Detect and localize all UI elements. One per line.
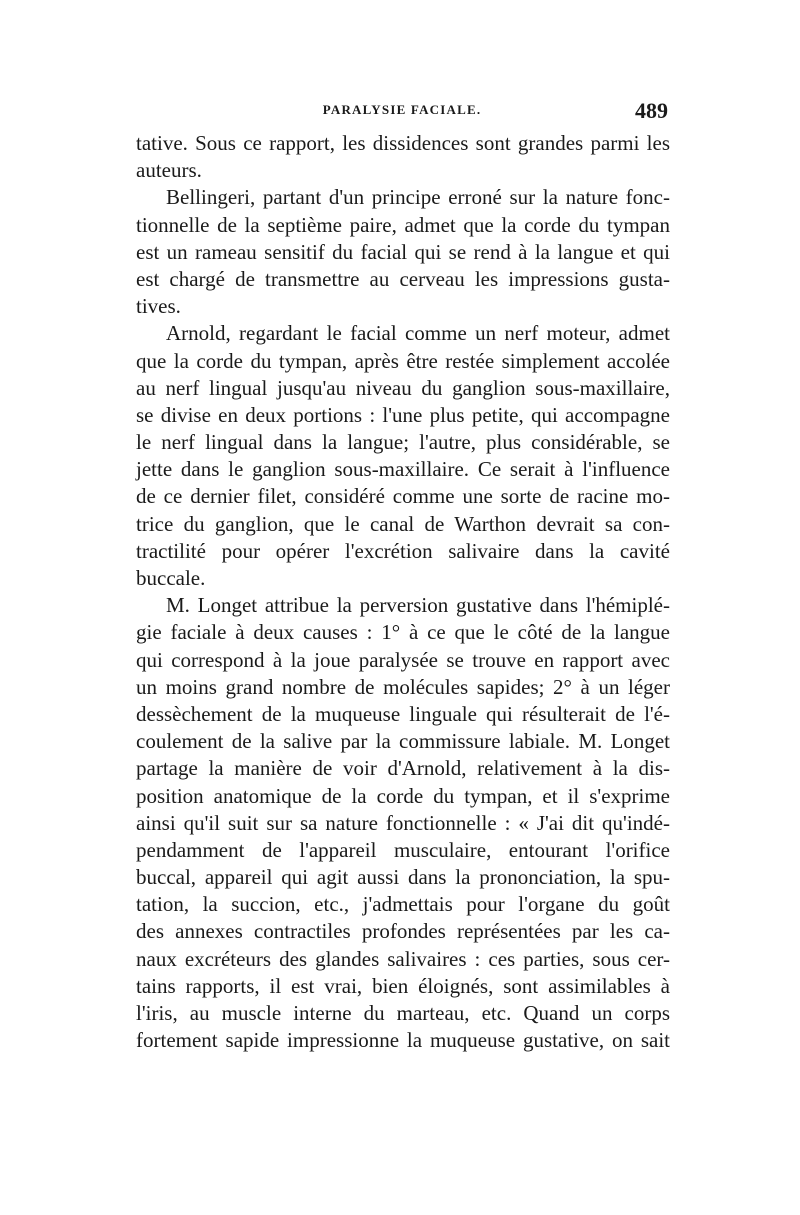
text-line: fortement sapide impressionne la muqueuse gustative, on sait (136, 1028, 670, 1053)
text-line: position anatomique de la corde du tympan, et il s'exprime (136, 783, 670, 808)
text-line: Arnold, regardant le facial comme un nerf moteur, admet (166, 321, 670, 346)
text-line: des annexes contractiles profondes représentées par les ca- (136, 919, 670, 944)
text-line: trice du ganglion, que le canal de Warthon devrait sa con- (136, 511, 670, 536)
text-line: gie faciale à deux causes : 1° à ce que le côté de la langue (136, 620, 670, 645)
text-line: le nerf lingual dans la langue; l'autre, plus considérable, se (136, 430, 670, 455)
text-line: ainsi qu'il suit sur sa nature fonctionnelle : « J'ai dit qu'indé- (136, 810, 670, 835)
body-text (136, 130, 670, 1054)
text-line: tative. Sous ce rapport, les dissidences sont grandes parmi les (136, 131, 670, 155)
text-line: Bellingeri, partant d'un principe erroné sur la nature fonc- (166, 185, 670, 210)
text-line: naux excréteurs des glandes salivaires : ces parties, sous cer- (136, 946, 670, 971)
text-line: coulement de la salive par la commissure labiale. M. Longet (136, 729, 670, 754)
text-line: est un rameau sensitif du facial qui se rend à la langue et qui (136, 239, 670, 264)
text-line: l'iris, au muscle interne du marteau, etc. Quand un corps (136, 1001, 670, 1025)
running-title: PARALYSIE FACIALE. (322, 102, 482, 117)
text-line: partage la manière de voir d'Arnold, relativement à la dis- (136, 756, 670, 781)
text-line: est chargé de transmettre au cerveau les impressions gusta- (136, 266, 670, 291)
page-header (136, 98, 668, 128)
text-line: qui correspond à la joue paralysée se trouve en rapport avec (136, 647, 670, 672)
text-line: tains rapports, il est vrai, bien éloignés, sont assimilables à (136, 973, 670, 998)
text-line: jette dans le ganglion sous-maxillaire. Ce serait à l'influence (136, 457, 670, 482)
text-line: buccale. (136, 566, 206, 590)
text-line: dessèchement de la muqueuse linguale qui résulterait de l'é- (136, 701, 670, 726)
text-line: de ce dernier filet, considéré comme une sorte de racine mo- (136, 484, 670, 509)
text-line: que la corde du tympan, après être restée simplement accolée (136, 348, 670, 373)
text-line: pendamment de l'appareil musculaire, entourant l'orifice (136, 837, 670, 862)
page-number: 489 (635, 98, 668, 123)
text-line: tation, la succion, etc., j'admettais pour l'organe du goût (136, 892, 670, 917)
text-line: tractilité pour opérer l'excrétion salivaire dans la cavité (136, 538, 670, 563)
text-line: tionnelle de la septième paire, admet que la corde du tympan (136, 212, 670, 237)
text-line: buccal, appareil qui agit aussi dans la prononciation, la spu- (136, 865, 670, 890)
text-line: auteurs. (136, 158, 202, 183)
text-line: un moins grand nombre de molécules sapides; 2° à un léger (136, 674, 670, 699)
text-line: se divise en deux portions : l'une plus petite, qui accompagne (136, 402, 670, 427)
text-line: tives. (136, 294, 181, 319)
text-line: M. Longet attribue la perversion gustative dans l'hémiplé- (166, 593, 670, 618)
text-line: au nerf lingual jusqu'au niveau du ganglion sous-maxillaire, (136, 375, 670, 400)
